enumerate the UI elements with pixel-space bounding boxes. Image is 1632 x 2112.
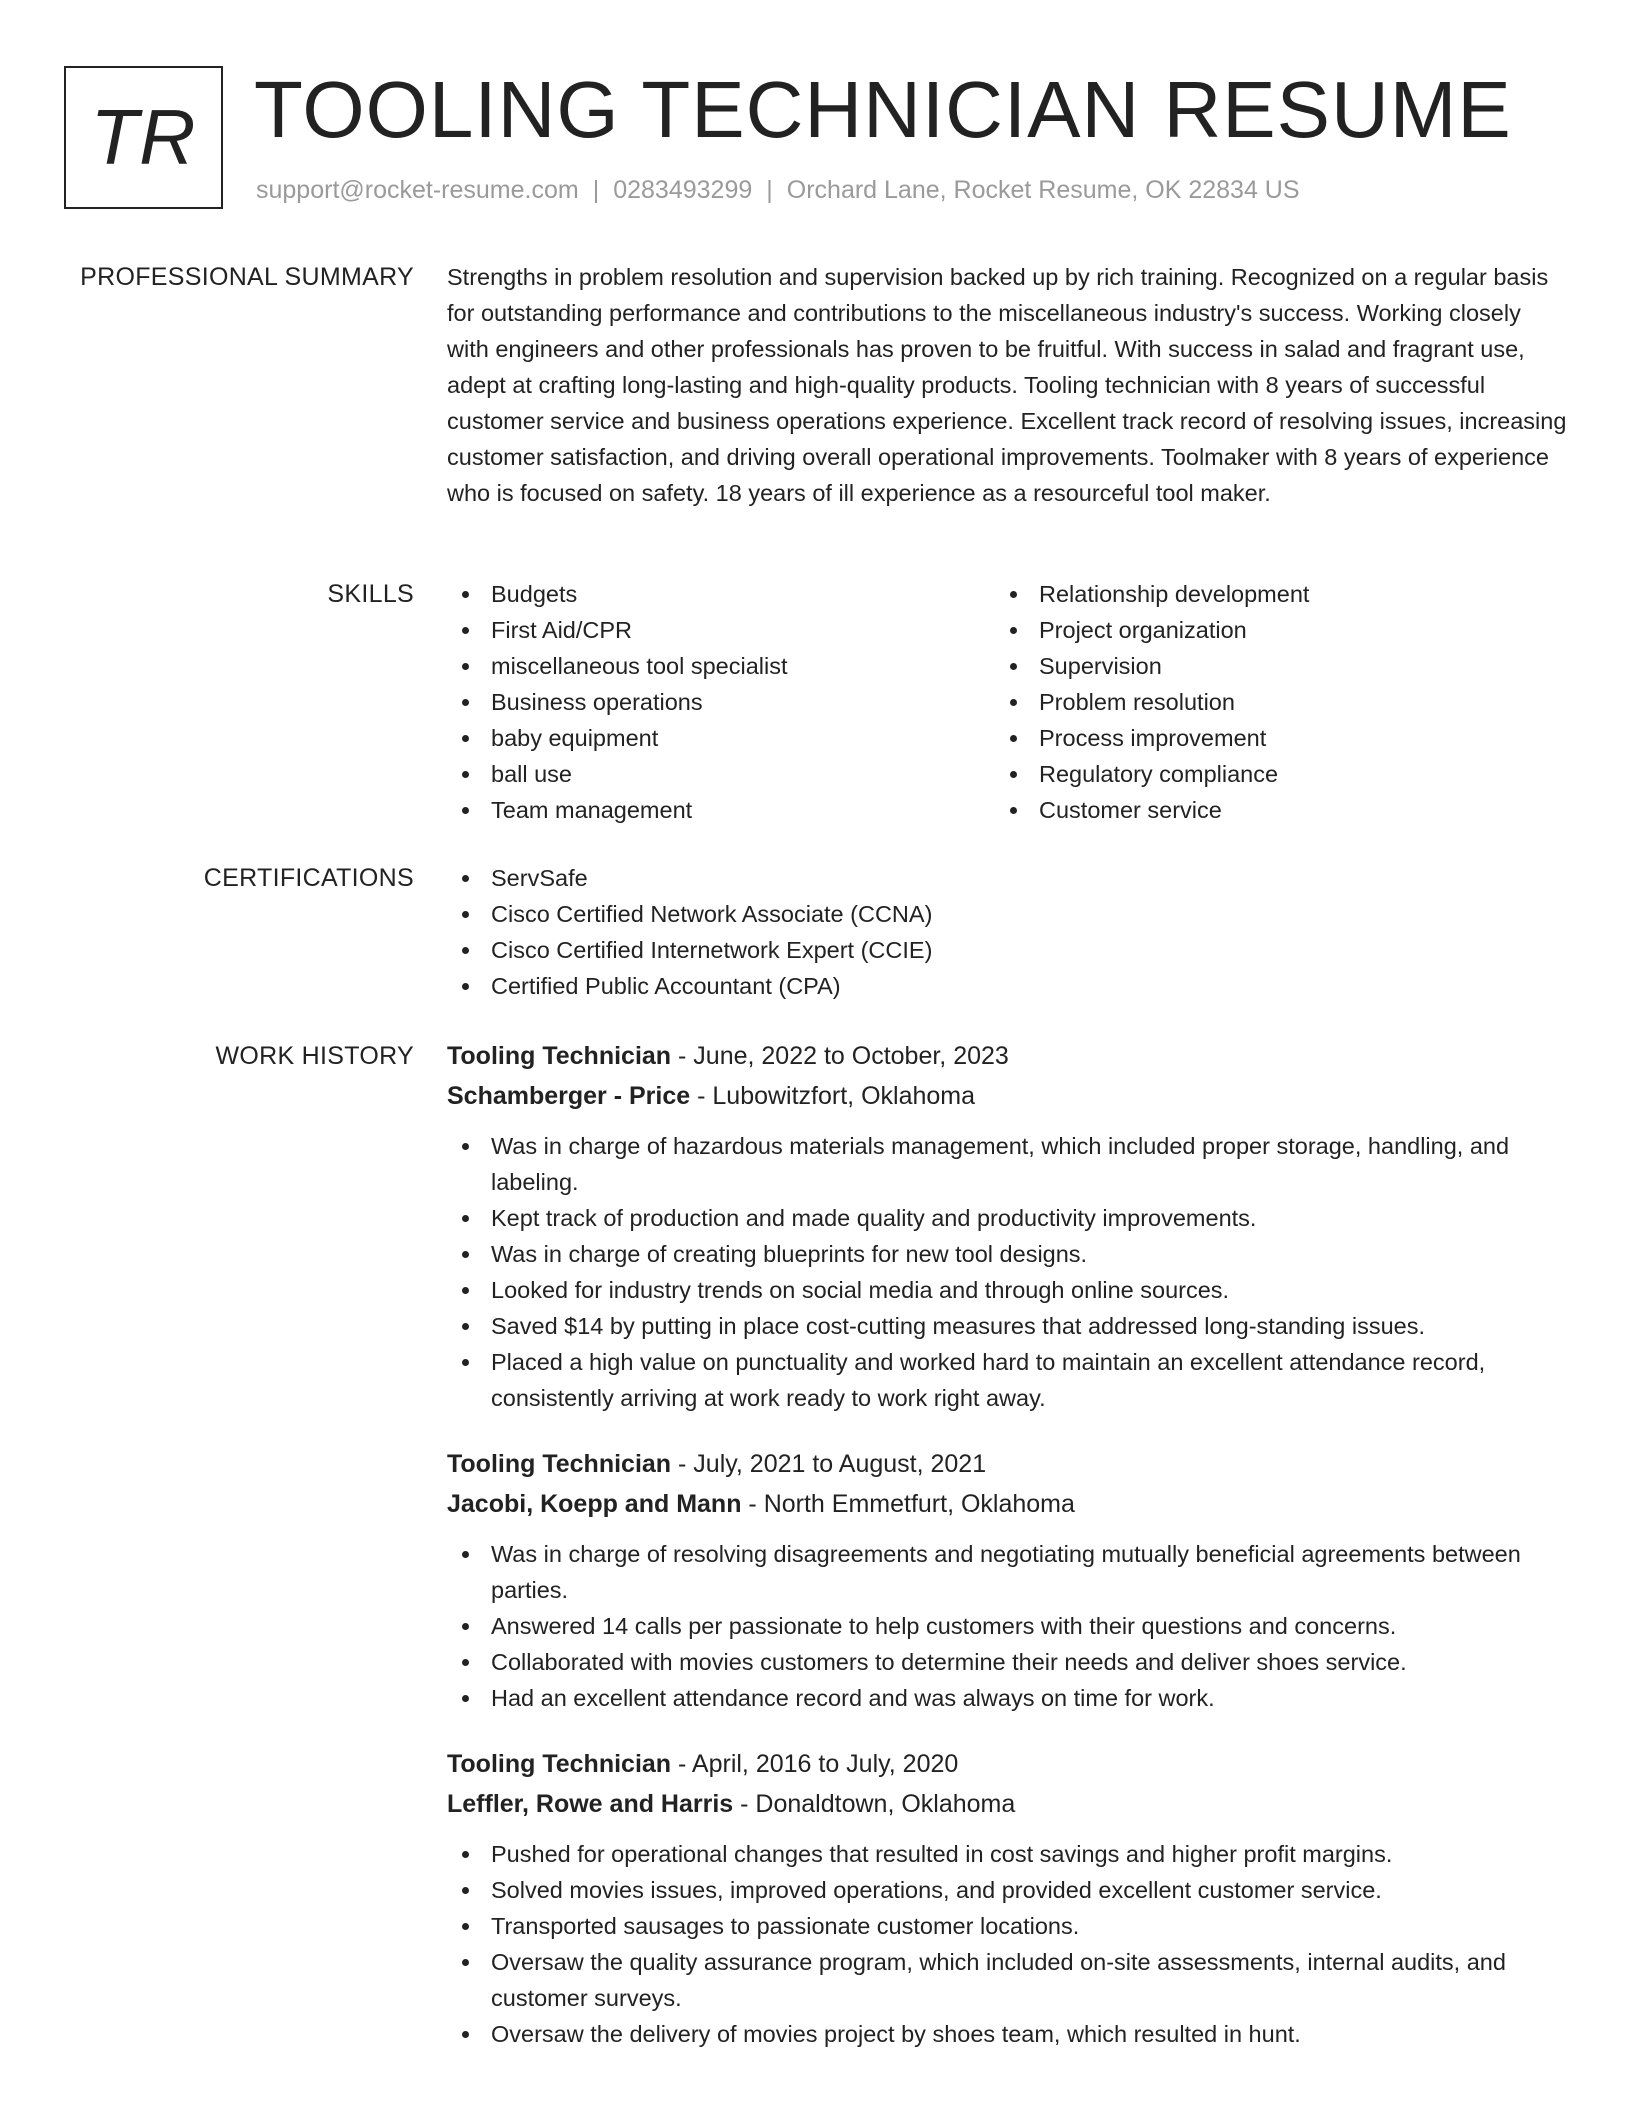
skill-item: Process improvement — [995, 720, 1543, 756]
job-duties-list — [447, 1836, 1567, 2052]
skills-heading: SKILLS — [327, 580, 414, 608]
job-duty-item: Solved movies issues, improved operations, and provided excellent customer service. — [447, 1872, 1567, 1908]
contact-separator: | — [592, 176, 600, 204]
work-history-section — [64, 1036, 1584, 2076]
summary-section — [64, 259, 1584, 549]
job-title-line — [447, 1444, 1567, 1484]
certifications-list — [447, 860, 1567, 1004]
job-title: Tooling Technician — [447, 1750, 672, 1778]
certifications-body — [447, 860, 1567, 1004]
job-title: Tooling Technician — [447, 1042, 672, 1070]
skill-item: Regulatory compliance — [995, 756, 1543, 792]
skill-item: Team management — [447, 792, 995, 828]
skills-list-left — [447, 576, 995, 828]
skill-item: Relationship development — [995, 576, 1543, 612]
job-location: - North Emmetfurt, Oklahoma — [741, 1490, 1075, 1518]
skill-item: First Aid/CPR — [447, 612, 995, 648]
skill-item: baby equipment — [447, 720, 995, 756]
monogram-initials: TR — [90, 93, 197, 181]
skill-item: Project organization — [995, 612, 1543, 648]
job-duty-item: Transported sausages to passionate customer locations. — [447, 1908, 1567, 1944]
contact-separator: | — [766, 176, 773, 204]
job-title-line — [447, 1036, 1567, 1076]
job-company-line — [447, 1784, 1567, 1824]
contact-phone: 0283493299 — [613, 176, 753, 204]
certification-item: Certified Public Accountant (CPA) — [447, 968, 1567, 1004]
job-company-line — [447, 1484, 1567, 1524]
job-company: Jacobi, Koepp and Mann — [447, 1490, 742, 1518]
job-dates: - June, 2022 to October, 2023 — [671, 1042, 1009, 1070]
job-company: Leffler, Rowe and Harris — [447, 1790, 734, 1818]
skill-item: Business operations — [447, 684, 995, 720]
job-entry — [447, 1744, 1567, 2052]
job-duty-item: Oversaw the delivery of movies project by shoes team, which resulted in hunt. — [447, 2016, 1567, 2052]
skill-item: Problem resolution — [995, 684, 1543, 720]
work-history-heading: WORK HISTORY — [215, 1042, 414, 1070]
contact-email: support@rocket-resume.com — [256, 176, 579, 204]
job-duty-item: Answered 14 calls per passionate to help customers with their questions and concerns. — [447, 1608, 1567, 1644]
skill-item: Budgets — [447, 576, 995, 612]
job-duty-item: Saved $14 by putting in place cost-cutting measures that addressed long-standing issues. — [447, 1308, 1567, 1344]
certification-item: ServSafe — [447, 860, 1567, 896]
job-entry — [447, 1444, 1567, 1716]
summary-heading: PROFESSIONAL SUMMARY — [80, 263, 414, 291]
job-dates: - July, 2021 to August, 2021 — [671, 1450, 987, 1478]
certifications-section — [64, 860, 1584, 1020]
job-title: Tooling Technician — [447, 1450, 672, 1478]
contact-address: Orchard Lane, Rocket Resume, OK 22834 US — [786, 176, 1300, 204]
job-duty-item: Was in charge of creating blueprints for new tool designs. — [447, 1236, 1567, 1272]
certification-item: Cisco Certified Network Associate (CCNA) — [447, 896, 1567, 932]
job-duty-item: Placed a high value on punctuality and worked hard to maintain an excellent attendance record, consistently arriving at work ready to work right away. — [447, 1344, 1567, 1416]
skill-item: miscellaneous tool specialist — [447, 648, 995, 684]
contact-line — [256, 174, 1300, 207]
job-location: - Lubowitzfort, Oklahoma — [690, 1082, 976, 1110]
job-duties-list — [447, 1128, 1567, 1416]
skills-list-right — [995, 576, 1543, 828]
resume-header — [64, 66, 1584, 211]
job-duty-item: Looked for industry trends on social media and through online sources. — [447, 1272, 1567, 1308]
job-entry — [447, 1036, 1567, 1416]
skill-item: ball use — [447, 756, 995, 792]
skill-item: Supervision — [995, 648, 1543, 684]
monogram-badge — [64, 66, 223, 209]
work-history-body — [447, 1036, 1567, 2080]
job-duty-item: Was in charge of hazardous materials management, which included proper storage, handling, and labeling. — [447, 1128, 1567, 1200]
resume-title: TOOLING TECHNICIAN RESUME — [254, 65, 1512, 154]
job-location: - Donaldtown, Oklahoma — [733, 1790, 1016, 1818]
job-duty-item: Oversaw the quality assurance program, which included on-site assessments, internal audits, and customer surveys. — [447, 1944, 1567, 2016]
job-duty-item: Kept track of production and made quality and productivity improvements. — [447, 1200, 1567, 1236]
job-company: Schamberger - Price — [447, 1082, 691, 1110]
certifications-heading: CERTIFICATIONS — [203, 864, 414, 892]
skill-item: Customer service — [995, 792, 1543, 828]
job-duty-item: Was in charge of resolving disagreements and negotiating mutually beneficial agreements between parties. — [447, 1536, 1567, 1608]
summary-text: Strengths in problem resolution and supervision backed up by rich training. Recognized on a regular basis for outstanding performance and contributions to the miscellaneous industry's success. Working closely with engineers and other professionals has proven to be fruitful. With success in salad and fragrant use, adept at crafting long-lasting and high-quality products. Tooling technician with 8 years of successful customer service and business operations experience. Excellent track record of resolving issues, increasing customer satisfaction, and driving overall operational improvements. Toolmaker with 8 years of experience who is focused on safety. 18 years of ill experience as a resourceful tool maker. — [447, 264, 1567, 506]
certification-item: Cisco Certified Internetwork Expert (CCIE) — [447, 932, 1567, 968]
job-duty-item: Collaborated with movies customers to determine their needs and deliver shoes service. — [447, 1644, 1567, 1680]
job-duty-item: Pushed for operational changes that resulted in cost savings and higher profit margins. — [447, 1836, 1567, 1872]
job-dates: - April, 2016 to July, 2020 — [671, 1750, 959, 1778]
job-duties-list — [447, 1536, 1567, 1716]
job-duty-item: Had an excellent attendance record and was always on time for work. — [447, 1680, 1567, 1716]
job-title-line — [447, 1744, 1567, 1784]
skills-section — [64, 576, 1584, 836]
job-company-line — [447, 1076, 1567, 1116]
skills-columns — [447, 576, 1567, 828]
